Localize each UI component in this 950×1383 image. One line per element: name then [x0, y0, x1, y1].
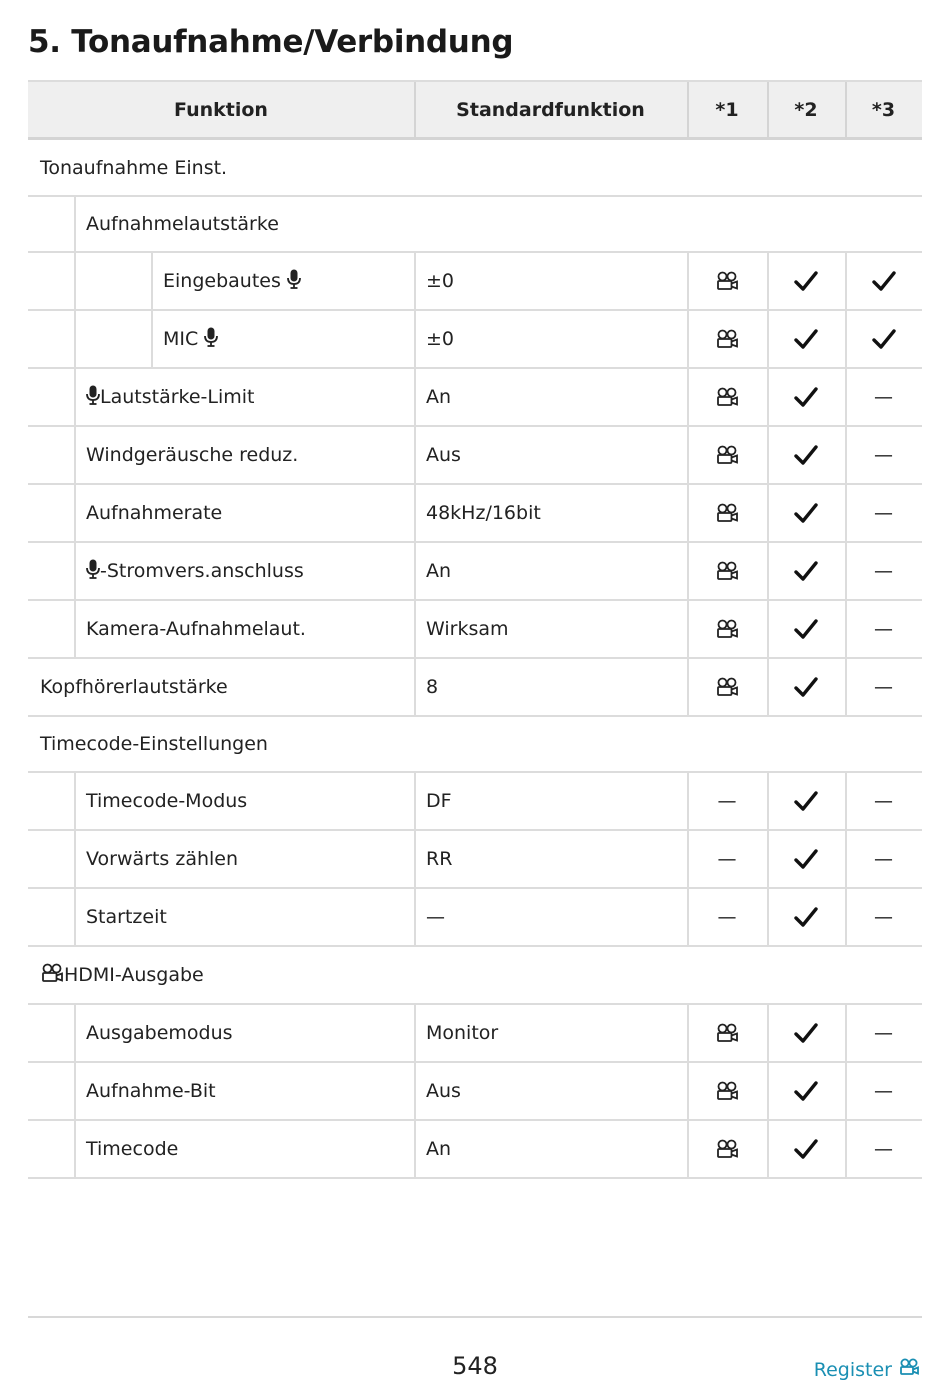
label-text: Ausgabemodus [86, 1022, 233, 1044]
label-text: Tonaufnahme Einst. [40, 156, 228, 179]
label-text: Lautstärke-Limit [100, 386, 255, 408]
section-row [28, 140, 922, 197]
default-value: ±0 [426, 270, 455, 292]
microphone-icon [204, 327, 218, 352]
table-row [28, 369, 922, 427]
default-value: — [426, 906, 445, 928]
not-applicable-dash: — [874, 618, 893, 640]
check-icon [767, 369, 845, 425]
table-row [28, 889, 922, 947]
default-value: An [426, 386, 452, 408]
movie-camera-icon [687, 659, 767, 715]
header-col-1: *1 [715, 98, 739, 121]
section-row [28, 947, 922, 1005]
microphone-icon [287, 269, 301, 294]
register-label: Register [813, 1358, 892, 1381]
header-col-2: *2 [794, 98, 818, 121]
function-label [86, 601, 306, 657]
movie-camera-icon [687, 1121, 767, 1177]
not-applicable-dash: — [874, 444, 893, 466]
header-col-3: *3 [871, 98, 896, 121]
function-label [86, 1005, 233, 1061]
label-text: Timecode-Einstellungen [40, 733, 268, 755]
movie-camera-icon [898, 1358, 920, 1381]
not-applicable-dash: — [717, 906, 737, 928]
table-row [28, 253, 922, 311]
default-value: Aus [426, 444, 461, 466]
check-icon [767, 311, 845, 367]
label-text: -Stromvers.anschluss [100, 560, 304, 582]
register-link[interactable] [814, 1358, 920, 1381]
label-text: Aufnahme-Bit [86, 1080, 216, 1102]
check-icon [767, 601, 845, 657]
function-label [163, 311, 218, 367]
default-value: 8 [426, 676, 439, 698]
table-row [28, 831, 922, 889]
label-text: Aufnahmelautstärke [86, 213, 279, 235]
section-label [40, 140, 227, 195]
label-text: Kopfhörerlautstärke [40, 676, 228, 698]
label-text: Kamera-Aufnahmelaut. [86, 618, 306, 640]
not-applicable-dash: — [717, 790, 737, 812]
check-icon [767, 1005, 845, 1061]
label-text: Timecode [86, 1138, 179, 1160]
movie-camera-icon [687, 543, 767, 599]
microphone-icon [86, 385, 100, 410]
function-label [86, 831, 238, 887]
table-row [28, 485, 922, 543]
function-label [163, 253, 301, 309]
function-label [86, 1121, 178, 1177]
check-icon [767, 831, 845, 887]
table-row [28, 1005, 922, 1063]
movie-camera-icon [687, 1063, 767, 1119]
default-value: Aus [426, 1080, 461, 1102]
not-applicable-dash: — [874, 676, 893, 698]
page-number: 548 [452, 1352, 498, 1380]
table-row [28, 659, 922, 717]
check-icon [845, 253, 922, 309]
label-text: HDMI-Ausgabe [64, 964, 204, 986]
function-label [86, 1063, 216, 1119]
settings-table [28, 80, 922, 1179]
table-row [28, 1121, 922, 1179]
not-applicable-dash: — [717, 848, 737, 870]
label-text: Startzeit [86, 906, 167, 928]
page-title: 5. Tonaufnahme/Verbindung [28, 24, 514, 60]
footer-divider [28, 1316, 922, 1318]
default-value: ±0 [426, 328, 455, 350]
check-icon [767, 485, 845, 541]
default-value: Wirksam [426, 618, 509, 640]
default-value: 48kHz/16bit [426, 502, 541, 524]
check-icon [767, 1063, 845, 1119]
table-row [28, 427, 922, 485]
section-row [28, 197, 922, 253]
movie-camera-icon [687, 1005, 767, 1061]
label-text: Timecode-Modus [86, 790, 248, 812]
table-row [28, 311, 922, 369]
check-icon [767, 889, 845, 945]
section-label [40, 947, 204, 1003]
movie-camera-icon [687, 485, 767, 541]
function-label [86, 369, 255, 425]
table-row [28, 543, 922, 601]
check-icon [767, 659, 845, 715]
not-applicable-dash: — [874, 502, 893, 524]
check-icon [767, 543, 845, 599]
function-label [86, 427, 298, 483]
not-applicable-dash: — [874, 560, 893, 582]
not-applicable-dash: — [874, 848, 893, 870]
label-text: Aufnahmerate [86, 502, 223, 524]
check-icon [767, 427, 845, 483]
check-icon [767, 1121, 845, 1177]
not-applicable-dash: — [874, 1080, 893, 1102]
not-applicable-dash: — [874, 790, 893, 812]
label-text: Eingebautes [163, 270, 281, 292]
check-icon [845, 311, 922, 367]
function-label [86, 889, 167, 945]
default-value: DF [426, 790, 452, 812]
label-text: MIC [163, 328, 199, 350]
check-icon [767, 773, 845, 829]
not-applicable-dash: — [874, 906, 893, 928]
label-text: Windgeräusche reduz. [86, 444, 299, 466]
function-label [86, 773, 247, 829]
header-funktion: Funktion [174, 98, 268, 121]
not-applicable-dash: — [874, 1022, 893, 1044]
table-row [28, 773, 922, 831]
table-row [28, 601, 922, 659]
microphone-icon [86, 559, 100, 584]
movie-camera-icon [40, 963, 64, 988]
default-value: Monitor [426, 1022, 499, 1044]
movie-camera-icon [687, 601, 767, 657]
default-value: An [426, 1138, 452, 1160]
movie-camera-icon [687, 253, 767, 309]
movie-camera-icon [687, 311, 767, 367]
header-standardfunktion: Standardfunktion [456, 98, 645, 121]
table-header [28, 80, 922, 140]
movie-camera-icon [687, 427, 767, 483]
section-row [28, 717, 922, 773]
section-label [40, 717, 268, 771]
movie-camera-icon [687, 369, 767, 425]
function-label [86, 543, 304, 599]
default-value: RR [426, 848, 453, 870]
not-applicable-dash: — [874, 386, 893, 408]
label-text: Vorwärts zählen [86, 848, 239, 870]
not-applicable-dash: — [874, 1138, 893, 1160]
default-value: An [426, 560, 452, 582]
table-row [28, 1063, 922, 1121]
section-label [86, 197, 279, 251]
function-label [40, 659, 228, 715]
function-label [86, 485, 222, 541]
check-icon [767, 253, 845, 309]
